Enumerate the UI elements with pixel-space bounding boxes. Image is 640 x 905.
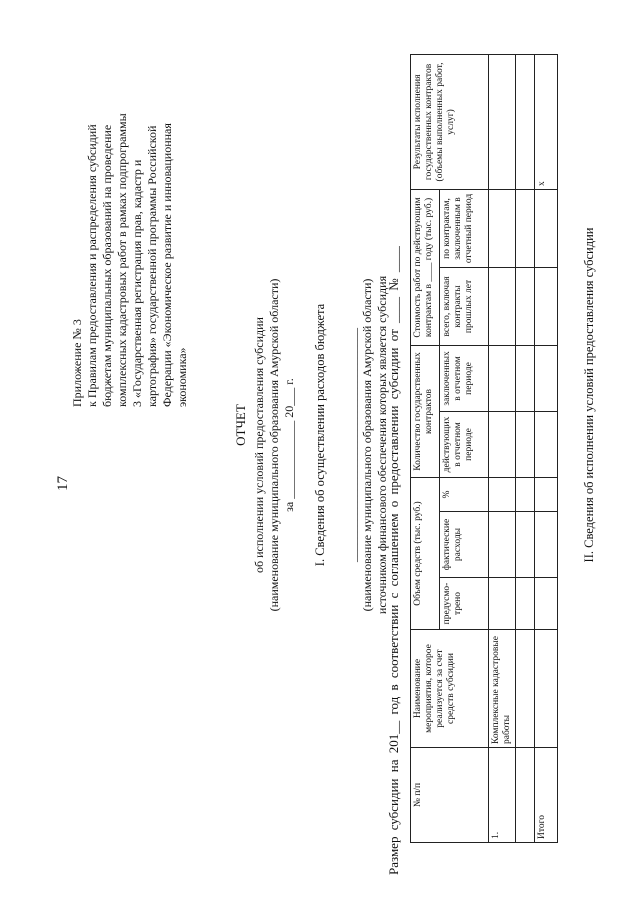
cell-actual (516, 512, 535, 578)
cell-actual (489, 512, 516, 578)
cell-num: 1. (489, 748, 516, 843)
cell-percent (535, 477, 558, 511)
header-name: Наименование мероприятия, которое реализуется за счет средств субсидии (411, 630, 489, 748)
cell-percent (516, 477, 535, 511)
cell-percent (489, 477, 516, 511)
cell-total-label: Итого (535, 748, 558, 843)
appendix-note (70, 37, 190, 407)
cell-contracts-concluded (535, 345, 558, 411)
cell-contracts-active (489, 411, 516, 477)
appendix-line: 3 «Государственная регистрация прав, кадастр и (130, 159, 144, 407)
cell-cost-period (489, 189, 516, 267)
cell-planned (516, 578, 535, 630)
subsidy-agreement-line: Размер субсидии на 201__ год в соответствии с соглашением о предоставлении субсидии от ____ № ____ (386, 246, 401, 875)
report-table (410, 54, 558, 843)
subtitle-line: об исполнении условий предоставления субсидии (252, 317, 266, 573)
appendix-line: к Правилам предоставления и распределения субсидий (85, 124, 99, 407)
note-line: _______________________________________ (345, 328, 359, 562)
header-contracts-concluded: заключенных в отчетном периоде (440, 345, 489, 411)
municipality-note (345, 185, 390, 705)
appendix-line: комплексных кадастровых работ в рамках подпрограммы (115, 113, 129, 407)
report-subtitle (252, 185, 297, 705)
cell-name (535, 630, 558, 748)
section-2-heading: II. Сведения об исполнении условий предоставления субсидии (582, 227, 596, 563)
header-num: № п/п (411, 748, 489, 843)
cell-results (516, 54, 535, 189)
subtitle-line: (наименование муниципального образования Амурской области) (267, 278, 281, 612)
appendix-line: экономика» (175, 347, 189, 407)
cell-cost-total (516, 267, 535, 345)
cell-actual (535, 512, 558, 578)
note-line: источником финансового обеспечения которых является субсидия (375, 275, 389, 615)
header-cost: Стоимость работ по действующим контрактам в ____ году (тыс. руб.) (411, 189, 440, 345)
cell-name (516, 630, 535, 748)
cell-contracts-concluded (489, 345, 516, 411)
appendix-line: бюджетам муниципальных образований на проведение (100, 124, 114, 407)
report-title: ОТЧЕТ (233, 404, 248, 446)
cell-cost-period (535, 189, 558, 267)
appendix-line: картография» государственной программы Российской (145, 125, 159, 407)
table-row (489, 54, 516, 842)
cell-name: Комплексные кадастровые работы (489, 630, 516, 748)
header-funds: Объем средств (тыс. руб.) (411, 477, 440, 629)
table-row (516, 54, 535, 842)
header-percent: % (440, 477, 489, 511)
cell-planned (535, 578, 558, 630)
cell-cost-total (489, 267, 516, 345)
cell-results-mark: x (535, 54, 558, 189)
header-contracts-count: Количество государственных контрактов (411, 345, 440, 477)
section-1-heading: I. Сведения об осуществлении расходов бюджета (313, 303, 327, 567)
cell-results (489, 54, 516, 189)
cell-cost-period (516, 189, 535, 267)
cell-num (516, 748, 535, 843)
header-contracts-active: действующих в отчетном периоде (440, 411, 489, 477)
note-line: (наименование муниципального образования Амурской области) (360, 278, 374, 612)
table-total-row (535, 54, 558, 842)
appendix-line: Приложение № 3 (70, 319, 84, 407)
header-results: Результаты исполнения государственных контрактов (объемы выполненных работ, услуг) (411, 54, 489, 189)
subtitle-line: за _____________ 20___ г. (282, 378, 296, 512)
cell-contracts-active (535, 411, 558, 477)
cell-planned (489, 578, 516, 630)
cell-cost-total (535, 267, 558, 345)
header-cost-period: по контрактам, заключенным в отчетный период (440, 189, 489, 267)
cell-contracts-concluded (516, 345, 535, 411)
header-cost-total: всего, включая контракты прошлых лет (440, 267, 489, 345)
cell-contracts-active (516, 411, 535, 477)
header-planned: предусмо-трено (440, 578, 489, 630)
header-actual: фактические расходы (440, 512, 489, 578)
page-number: 17 (55, 476, 71, 491)
table-header-row (411, 54, 440, 842)
appendix-line: Федерации «Экономическое развитие и инновационная (160, 123, 174, 407)
